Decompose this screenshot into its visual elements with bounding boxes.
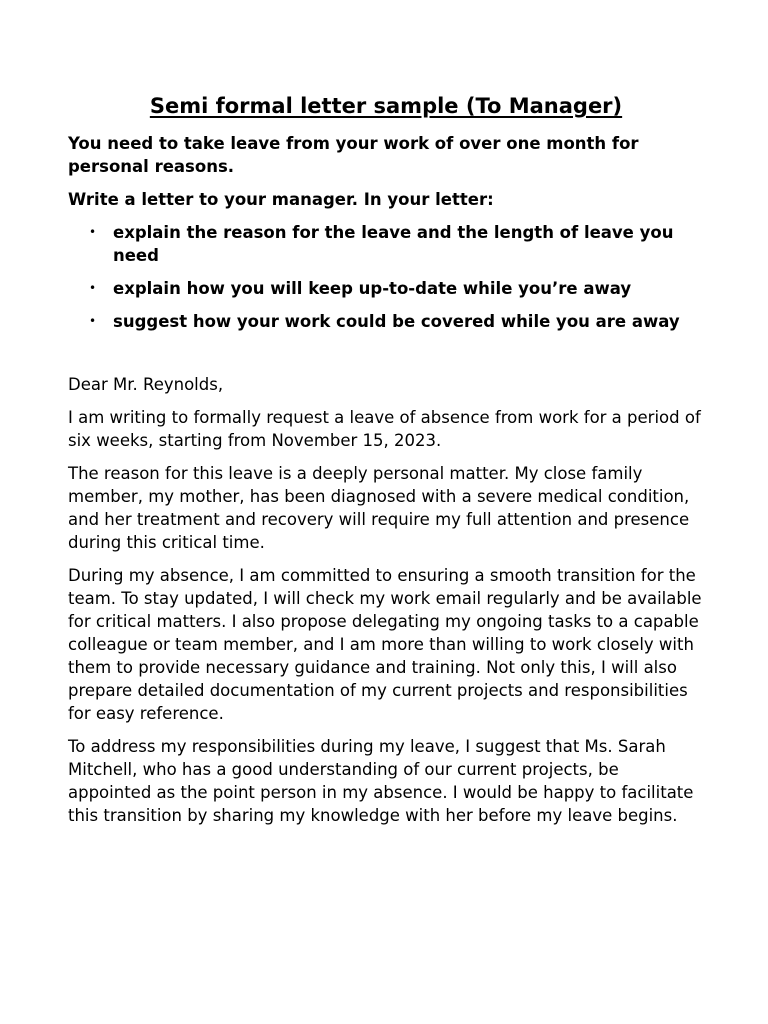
document-title: Semi formal letter sample (To Manager)	[149, 94, 623, 118]
task-text: explain how you will keep up-to-date while you’re away	[113, 279, 632, 298]
task-list	[68, 221, 704, 333]
bullet-icon: •	[89, 314, 97, 328]
bullet-icon: •	[89, 281, 97, 295]
task-item	[89, 277, 704, 300]
letter-paragraph: To address my responsibilities during my leave, I suggest that Ms. Sarah Mitchell, who has a good understanding of our current projects, be appointed as the point person in my absence. I would be happy to facilitate this transition by sharing my knowledge with her before my leave begins.	[68, 737, 694, 825]
section-spacer	[68, 343, 704, 373]
prompt-intro: You need to take leave from your work of over one month for personal reasons.	[68, 134, 639, 176]
bullet-icon: •	[89, 225, 97, 239]
letter-salutation: Dear Mr. Reynolds,	[68, 375, 224, 394]
letter-paragraph: During my absence, I am committed to ensuring a smooth transition for the team. To stay updated, I will check my work email regularly and be available for critical matters. I also propose delegating my ongoing tasks to a capable colleague or team member, and I am more than willing to work closely with them to provide necessary guidance and training. Not only this, I will also prepare detailed documentation of my current projects and responsibilities for easy reference.	[68, 566, 702, 723]
task-text: suggest how your work could be covered while you are away	[113, 312, 680, 331]
task-item	[89, 310, 704, 333]
task-text: explain the reason for the leave and the length of leave you need	[113, 223, 674, 265]
letter-paragraph: The reason for this leave is a deeply personal matter. My close family member, my mother, has been diagnosed with a severe medical condition, and her treatment and recovery will require my full attention and presence during this critical time.	[68, 464, 690, 552]
document-page	[68, 92, 704, 837]
letter-paragraph: I am writing to formally request a leave of absence from work for a period of six weeks, starting from November 15, 2023.	[68, 408, 701, 450]
task-item	[89, 221, 704, 267]
prompt-instruction: Write a letter to your manager. In your letter:	[68, 190, 494, 209]
